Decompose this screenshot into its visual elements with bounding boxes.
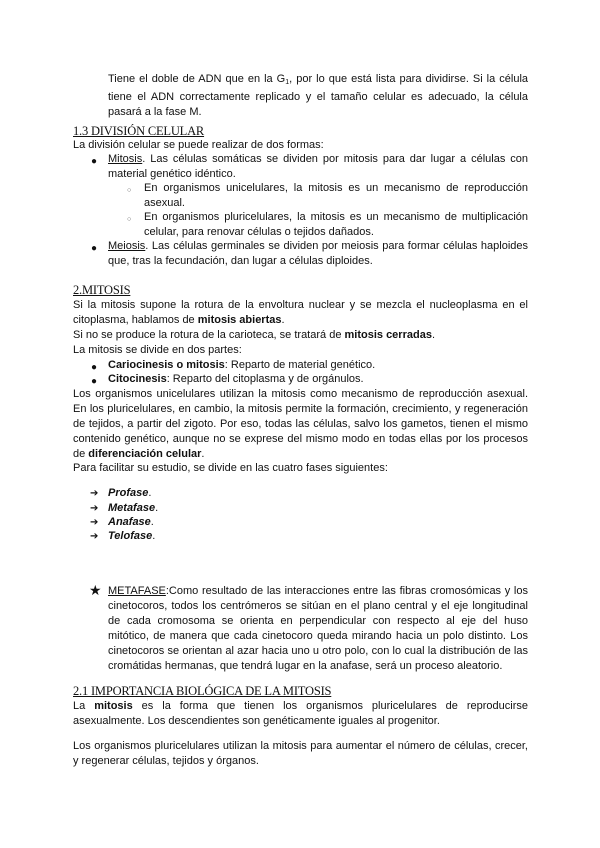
part-cariocinesis [108, 358, 528, 373]
mitosis-term: Mitosis [108, 153, 143, 165]
sub-item-unicelulares: En organismos unicelulares, la mitosis es un mecanismo de reproducción asexual. [144, 182, 528, 209]
text: es la forma que tienen los organismos pluricelulares de reproducirse asexualmente. Los descendientes son genéticamente iguales al progenitor. [73, 700, 528, 727]
phase-suffix: . [148, 487, 152, 499]
metafase-description: :Como resultado de las interacciones entre las fibras cromosómicas y los cinetocoros, todos los centrómeros se sitúan en el plano central y el eje longitudinal de cada cromosoma se orienta en perpendicular con respecto al eje del huso mitótico, de manera que cada cinetocoro queda mirando hacia un polo distinto. Los cinetocoros se orientan al azar hacia uno u otro polo, con lo cual la distribución de las cromátidas hermanas, que tendrá lugar en la anafase, será un proceso aleatorio. [108, 585, 528, 672]
text: Si la mitosis supone la rotura de la envoltura nuclear y se mezcla el nucleoplasma en el citoplasma, hablamos de [73, 299, 528, 326]
intro-subscript: 1 [285, 79, 290, 86]
mitosis-bullet [108, 152, 528, 182]
arrow-right-icon: ➔ [90, 503, 99, 514]
text: . [281, 314, 285, 326]
phase-item [108, 529, 155, 544]
circle-bullet-icon: ○ [127, 216, 132, 223]
importance-paragraph-2: Los organismos pluricelulares utilizan la mitosis para aumentar el número de células, crecer, y regenerar células, tejidos y órganos. [73, 740, 528, 767]
intro-paragraph [108, 72, 528, 120]
star-icon: ★ [89, 582, 102, 598]
importance-paragraph-1 [73, 699, 528, 729]
text: . [201, 448, 205, 460]
bold-term: Citocinesis [108, 373, 167, 385]
mitosis-description: . Las células somáticas se dividen por mitosis para dar lugar a células con material genético idéntico. [108, 153, 528, 180]
text: : Reparto de material genético. [224, 359, 376, 371]
arrow-right-icon: ➔ [90, 531, 99, 542]
intro-text: Tiene el doble de ADN que en la G [108, 73, 286, 85]
heading-mitosis: 2.MITOSIS [73, 283, 131, 297]
mitosis-parts-lead: La mitosis se divide en dos partes: [73, 344, 242, 356]
arrow-right-icon: ➔ [90, 517, 99, 528]
metafase-paragraph [108, 584, 528, 674]
bold-term: mitosis cerradas [344, 329, 432, 341]
mitosis-cerradas-paragraph [73, 328, 528, 343]
phase-item [108, 515, 154, 530]
bullet-icon: ● [91, 362, 98, 373]
phase-name: Anafase [108, 516, 151, 528]
phase-suffix: . [155, 502, 159, 514]
circle-bullet-icon: ○ [127, 187, 132, 194]
phase-name: Metafase [108, 502, 156, 514]
heading-importancia-biologica: 2.1 IMPORTANCIA BIOLÓGICA DE LA MITOSIS [73, 684, 332, 698]
bullet-icon: ● [91, 243, 98, 254]
bold-term: mitosis abiertas [197, 314, 282, 326]
part-citocinesis [108, 372, 528, 387]
phase-item [108, 486, 151, 501]
meiosis-bullet [108, 239, 528, 269]
phase-name: Profase [108, 487, 149, 499]
metafase-term: METAFASE [108, 585, 166, 597]
phase-suffix: . [152, 530, 156, 542]
mitosis-abiertas-paragraph [73, 298, 528, 328]
bold-term: Cariocinesis o mitosis [108, 359, 225, 371]
text: Si no se produce la rotura de la carioteca, se tratará de [73, 329, 345, 341]
phase-item [108, 501, 158, 516]
text: : Reparto del citoplasma y de orgánulos. [166, 373, 364, 385]
sub-item-pluricelulares: En organismos pluricelulares, la mitosis es un mecanismo de multiplicación celular, para renovar células o tejidos dañados. [144, 211, 528, 238]
bullet-icon: ● [91, 156, 98, 167]
text: Los organismos unicelulares utilizan la mitosis como mecanismo de reproducción asexual. En los pluricelulares, en cambio, la mitosis permite la formación, crecimiento, y regeneración de tejidos, a partir del zigoto. Por eso, todas las células, salvo los gametos, tienen el mismo contenido genético, aunque no se exprese del mismo modo en todas ellas por los procesos de [73, 388, 528, 460]
bold-term: mitosis [94, 700, 133, 712]
text: La [73, 700, 95, 712]
heading-division-celular: 1.3 DIVISIÓN CELULAR [73, 124, 205, 138]
bold-term: diferenciación celular [88, 448, 202, 460]
meiosis-term: Meiosis [108, 240, 146, 252]
mitosis-explanation-paragraph [73, 387, 528, 462]
phase-suffix: . [150, 516, 154, 528]
bullet-icon: ● [91, 376, 98, 387]
phase-name: Telofase [108, 530, 153, 542]
arrow-right-icon: ➔ [90, 488, 99, 499]
text: . [431, 329, 435, 341]
meiosis-description: . Las células germinales se dividen por meiosis para formar células haploides que, tras la fecundación, dan lugar a células diploides. [108, 240, 528, 267]
phases-lead: Para facilitar su estudio, se divide en las cuatro fases siguientes: [73, 462, 388, 474]
intro-text-continued: , por lo que está lista para dividirse. Si la célula tiene el ADN correctamente replicado y el tamaño celular es adecuado, la célula pasará a la fase M. [108, 73, 529, 118]
division-lead: La división celular se puede realizar de dos formas: [73, 139, 324, 151]
